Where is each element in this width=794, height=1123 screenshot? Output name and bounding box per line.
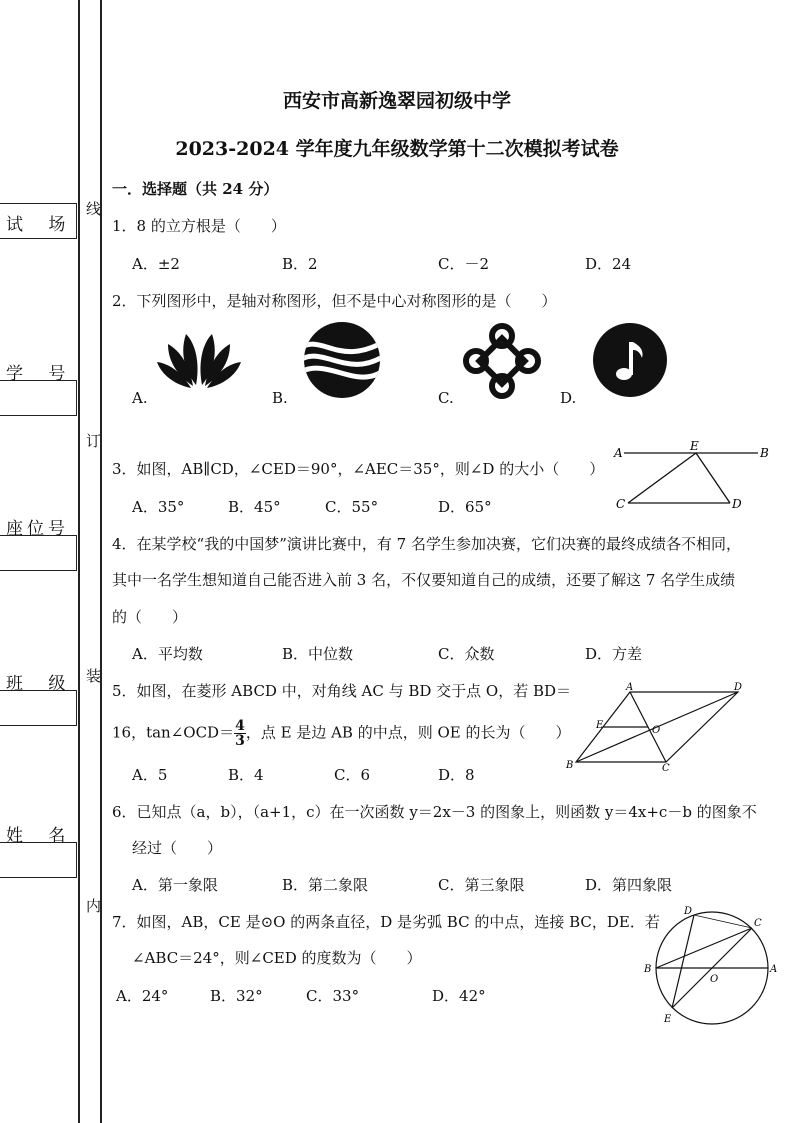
field-seat-number[interactable] bbox=[0, 519, 77, 571]
q1-stem: 1．8 的立方根是（ ） bbox=[112, 217, 286, 235]
q3-label-b: B bbox=[760, 446, 769, 460]
q7-label-d: D bbox=[684, 906, 693, 917]
q5-stem-line1: 5．如图，在菱形 ABCD 中，对角线 AC 与 BD 交于点 O，若 BD＝ bbox=[112, 682, 572, 700]
q4-stem-line1: 4．在某学校“我的中国梦”演讲比赛中，有 7 名学生参加决赛，它们决赛的最终成绩各不相同， bbox=[112, 535, 741, 553]
field-seat-number-label: 座位号 bbox=[6, 519, 69, 539]
binding-line-inner bbox=[100, 0, 102, 1123]
q7-option-c[interactable]: C．33° bbox=[306, 987, 360, 1005]
q3-option-d[interactable]: D．65° bbox=[438, 498, 492, 516]
q5-stem-line2 bbox=[112, 719, 571, 748]
q7-option-d[interactable]: D．42° bbox=[432, 987, 486, 1005]
field-student-number[interactable] bbox=[0, 364, 77, 416]
q2-stem: 2．下列图形中，是轴对称图形，但不是中心对称图形的是（ ） bbox=[112, 292, 557, 310]
q3-label-c: C bbox=[616, 497, 626, 511]
margin-char-zhuang: 装 bbox=[86, 667, 102, 685]
q7-label-o: O bbox=[710, 974, 719, 985]
q2-option-b[interactable]: B. bbox=[272, 389, 288, 407]
q2-logo-b-stripes bbox=[302, 320, 382, 400]
section-title: 一．选择题（共 24 分） bbox=[112, 180, 279, 198]
field-exam-room[interactable] bbox=[0, 203, 77, 239]
q5-stem-line2-start: 16，tan∠OCD＝ bbox=[112, 723, 235, 742]
q3-stem: 3．如图，AB∥CD，∠CED＝90°，∠AEC＝35°，则∠D 的大小（ ） bbox=[112, 460, 605, 478]
q7-label-c: C bbox=[754, 918, 762, 929]
q7-option-b[interactable]: B．32° bbox=[210, 987, 263, 1005]
margin-char-xian: 线 bbox=[86, 200, 102, 218]
field-exam-room-label: 试 场 bbox=[6, 215, 76, 235]
field-name-label: 姓 名 bbox=[6, 826, 76, 846]
q6-option-a[interactable]: A．第一象限 bbox=[132, 876, 218, 894]
q2-option-d[interactable]: D. bbox=[560, 389, 577, 407]
field-class-label: 班 级 bbox=[6, 674, 76, 694]
q7-figure-circle bbox=[640, 902, 780, 1032]
q3-label-a: A bbox=[614, 446, 623, 460]
q1-option-a[interactable]: A．±2 bbox=[132, 255, 180, 273]
q5-label-b: B bbox=[566, 760, 574, 771]
q3-option-c[interactable]: C．55° bbox=[325, 498, 379, 516]
q5-label-e: E bbox=[596, 720, 604, 731]
school-name: 西安市高新逸翠园初级中学 bbox=[282, 90, 511, 112]
q2-logo-d-music-note bbox=[592, 322, 668, 398]
q3-option-b[interactable]: B．45° bbox=[228, 498, 281, 516]
q3-figure bbox=[610, 440, 770, 515]
q6-option-c[interactable]: C．第三象限 bbox=[438, 876, 525, 894]
q6-stem-line2: 经过（ ） bbox=[132, 839, 223, 857]
q2-logo-c-knot bbox=[462, 322, 542, 400]
q4-stem-line2: 其中一名学生想知道自己能否进入前 3 名，不仅要知道自己的成绩，还要了解这 7 名学生成绩 bbox=[112, 571, 736, 589]
q2-option-a[interactable]: A. bbox=[132, 389, 148, 407]
field-student-number-label: 学 号 bbox=[6, 364, 76, 384]
q5-fraction-num: 4 bbox=[235, 718, 245, 734]
q5-label-a: A bbox=[626, 682, 634, 693]
q5-stem-line2-end: ，点 E 是边 AB 的中点，则 OE 的长为（ ） bbox=[245, 723, 571, 742]
margin-char-nei: 内 bbox=[86, 897, 102, 915]
q5-label-c: C bbox=[662, 763, 670, 772]
q5-label-d: D bbox=[734, 682, 743, 693]
q5-option-b[interactable]: B．4 bbox=[228, 766, 264, 784]
q1-option-c[interactable]: C．－2 bbox=[438, 255, 490, 273]
q6-option-b[interactable]: B．第二象限 bbox=[282, 876, 369, 894]
q7-label-e: E bbox=[664, 1014, 672, 1025]
q5-option-d[interactable]: D．8 bbox=[438, 766, 475, 784]
q7-option-a[interactable]: A．24° bbox=[116, 987, 169, 1005]
q4-stem-line3: 的（ ） bbox=[112, 608, 188, 626]
q1-option-b[interactable]: B．2 bbox=[282, 255, 318, 273]
q5-fraction bbox=[234, 719, 246, 748]
q5-option-c[interactable]: C．6 bbox=[334, 766, 371, 784]
q5-figure-rhombus bbox=[562, 680, 752, 772]
q3-label-d: D bbox=[732, 497, 742, 511]
q7-stem-line1: 7．如图，AB，CE 是⊙O 的两条直径，D 是劣弧 BC 的中点，连接 BC，DE．若 bbox=[112, 913, 660, 931]
q3-option-a[interactable]: A．35° bbox=[132, 498, 185, 516]
q2-logo-a-fan bbox=[156, 330, 242, 390]
q3-label-e: E bbox=[690, 440, 699, 453]
q4-option-d[interactable]: D．方差 bbox=[585, 645, 643, 663]
q4-option-b[interactable]: B．中位数 bbox=[282, 645, 354, 663]
q4-option-c[interactable]: C．众数 bbox=[438, 645, 495, 663]
q7-label-b: B bbox=[644, 964, 652, 975]
margin-char-ding: 订 bbox=[86, 432, 102, 450]
exam-title: 2023-2024 学年度九年级数学第十二次模拟考试卷 bbox=[175, 138, 619, 160]
q5-fraction-den: 3 bbox=[235, 733, 245, 749]
q5-option-a[interactable]: A．5 bbox=[132, 766, 168, 784]
q1-option-d[interactable]: D．24 bbox=[585, 255, 632, 273]
q4-option-a[interactable]: A．平均数 bbox=[132, 645, 203, 663]
q2-option-c[interactable]: C. bbox=[438, 389, 454, 407]
q7-stem-line2: ∠ABC＝24°，则∠CED 的度数为（ ） bbox=[132, 949, 422, 967]
binding-line-outer bbox=[78, 0, 80, 1123]
q5-label-o: O bbox=[652, 725, 661, 736]
q6-option-d[interactable]: D．第四象限 bbox=[585, 876, 673, 894]
field-name[interactable] bbox=[0, 826, 77, 878]
q7-label-a: A bbox=[770, 964, 778, 975]
q6-stem-line1: 6．已知点（a，b），（a+1，c）在一次函数 y＝2x－3 的图象上，则函数 y＝4x+c－b 的图象不 bbox=[112, 803, 757, 821]
field-class[interactable] bbox=[0, 674, 77, 726]
